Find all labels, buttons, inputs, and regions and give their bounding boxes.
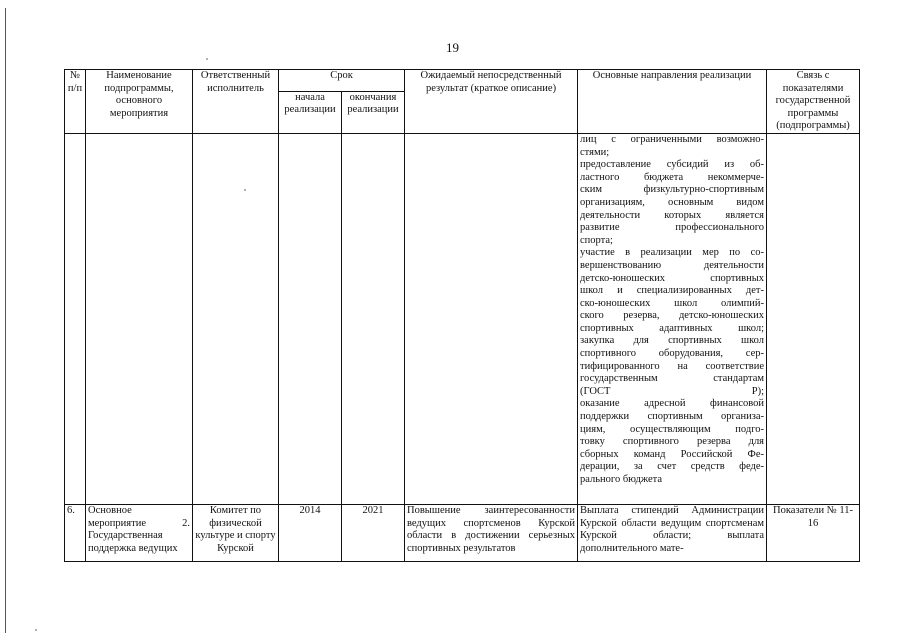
header-directions: Основные направления реализации [578, 70, 767, 134]
cell-link [767, 133, 860, 504]
directions-line: товку спортивного резерва для [580, 436, 765, 448]
row6-num: 6. [65, 504, 86, 561]
header-period: Срок [279, 70, 405, 92]
directions-line: поддержки спортивным организа- [580, 411, 765, 423]
directions-line: спортивных адаптивных школ; [580, 322, 765, 334]
directions-line: государственным стандартам [580, 373, 765, 385]
row6-directions: Выплата стипендий Администрации Курской области ведущим спортсменам Курской области; выплата дополнительного мате- [578, 504, 767, 561]
directions-line: развитие профессионального [580, 222, 765, 234]
row6-end: 2021 [342, 504, 405, 561]
header-name: Наименование подпрограммы, основного мероприятия [86, 70, 193, 134]
directions-line: стями; [580, 146, 610, 158]
directions-line: школ и специализированных дет- [580, 285, 765, 297]
directions-line: ского резерва, детско-юношеских [580, 310, 765, 322]
table-row-continuation [65, 133, 860, 504]
directions-line: закупка для спортивных школ [580, 335, 765, 347]
directions-line: тифицированного на соответствие [580, 360, 765, 372]
row6-result: Повышение заинтересованности ведущих спортсменов Курской области в достижении серьезных спортивных результатов [405, 504, 578, 561]
directions-line: ским физкультурно-спортивным [580, 184, 765, 196]
directions-line: дерации, за счет средств феде- [580, 461, 765, 473]
cell-num [65, 133, 86, 504]
cell-name [86, 133, 193, 504]
directions-line: организациям, основным видом [580, 196, 765, 208]
row6-name: Основное мероприятие 2. Государственная поддержка ведущих [86, 504, 193, 561]
directions-line: циям, осуществляющим подго- [580, 423, 765, 435]
row6-executor: Комитет по физической культуре и спорту Курской [193, 504, 279, 561]
scan-speck [35, 629, 37, 631]
directions-line: оказание адресной финансовой [580, 398, 765, 410]
directions-line: ластного бюджета некоммерче- [580, 171, 765, 183]
cell-start [279, 133, 342, 504]
row6-start: 2014 [279, 504, 342, 561]
program-activities-table [64, 69, 860, 562]
header-row-1 [65, 70, 860, 92]
directions-line: спортивного оборудования, сер- [580, 348, 765, 360]
header-executor: Ответственный исполнитель [193, 70, 279, 134]
header-num: № п/п [65, 70, 86, 134]
directions-line: предоставление субсидий из об- [580, 159, 765, 171]
directions-line: ско-юношеских школ олимпий- [580, 297, 765, 309]
directions-line: вершенствованию деятельности [580, 259, 765, 271]
header-link: Связь с показателями государственной программы (подпрограммы) [767, 70, 860, 134]
directions-line: участие в реализации мер по со- [580, 247, 765, 259]
table-row-6 [65, 504, 860, 561]
header-end: окончания реализации [342, 91, 405, 133]
directions-line: спорта; [580, 234, 613, 246]
scan-speck [206, 58, 208, 60]
directions-line: детско-юношеских спортивных [580, 272, 765, 284]
row6-link: Показатели № 11-16 [767, 504, 860, 561]
cell-directions-continued [578, 133, 767, 504]
page-left-edge [5, 8, 6, 633]
directions-line: лиц с ограниченными возможно- [580, 133, 765, 145]
cell-end [342, 133, 405, 504]
directions-line: рального бюджета [580, 474, 662, 485]
cell-executor [193, 133, 279, 504]
directions-line: деятельности которых является [580, 209, 765, 221]
scan-speck [244, 189, 246, 191]
directions-line: (ГОСТ Р); [580, 385, 765, 397]
directions-line: сборных команд Российской Фе- [580, 448, 765, 460]
header-start: начала реализации [279, 91, 342, 133]
cell-result [405, 133, 578, 504]
header-result: Ожидаемый непосредственный результат (краткое описание) [405, 70, 578, 134]
page-number: 19 [446, 40, 459, 55]
